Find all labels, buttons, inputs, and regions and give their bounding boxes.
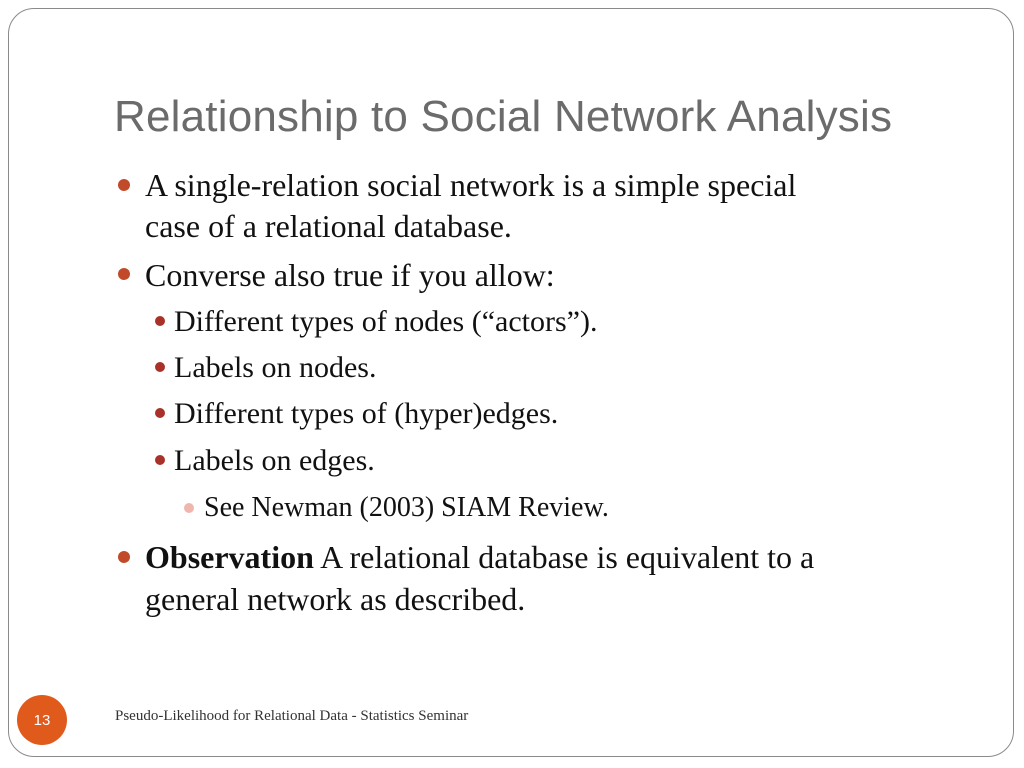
bullet-dot-icon xyxy=(118,551,130,563)
bullet-text-line: case of a relational database. xyxy=(145,208,512,244)
page-number: 13 xyxy=(33,711,51,729)
bullet-dot-icon xyxy=(155,455,165,465)
observation-label: Observation xyxy=(145,539,314,575)
bullet-dot-icon xyxy=(118,268,130,280)
footer-text: Pseudo-Likelihood for Relational Data - Statistics Seminar xyxy=(115,708,469,724)
bullet-dot-icon xyxy=(155,316,165,326)
sub-bullet-text: Different types of (hyper)edges. xyxy=(174,397,559,430)
bullet-dot-icon xyxy=(155,408,165,418)
observation-text: A relational database is equivalent to a xyxy=(313,539,815,575)
page-number-badge xyxy=(17,695,67,745)
bullet-text-line: A single-relation social network is a simple special xyxy=(145,167,797,203)
observation-line-2: general network as described. xyxy=(145,581,526,617)
sub-bullet-text: Labels on nodes. xyxy=(174,351,377,384)
observation-line-1 xyxy=(145,537,814,578)
bullet-dot-icon xyxy=(184,503,194,513)
sub-bullet-text: Different types of nodes (“actors”). xyxy=(174,305,598,338)
sub-bullet-text: Labels on edges. xyxy=(174,444,375,477)
slide-title: Relationship to Social Network Analysis xyxy=(114,92,893,141)
bullet-dot-icon xyxy=(155,362,165,372)
bullet-dot-icon xyxy=(118,179,130,191)
sub-sub-bullet-text: See Newman (2003) SIAM Review. xyxy=(204,492,609,523)
bullet-text-line: Converse also true if you allow: xyxy=(145,257,555,293)
